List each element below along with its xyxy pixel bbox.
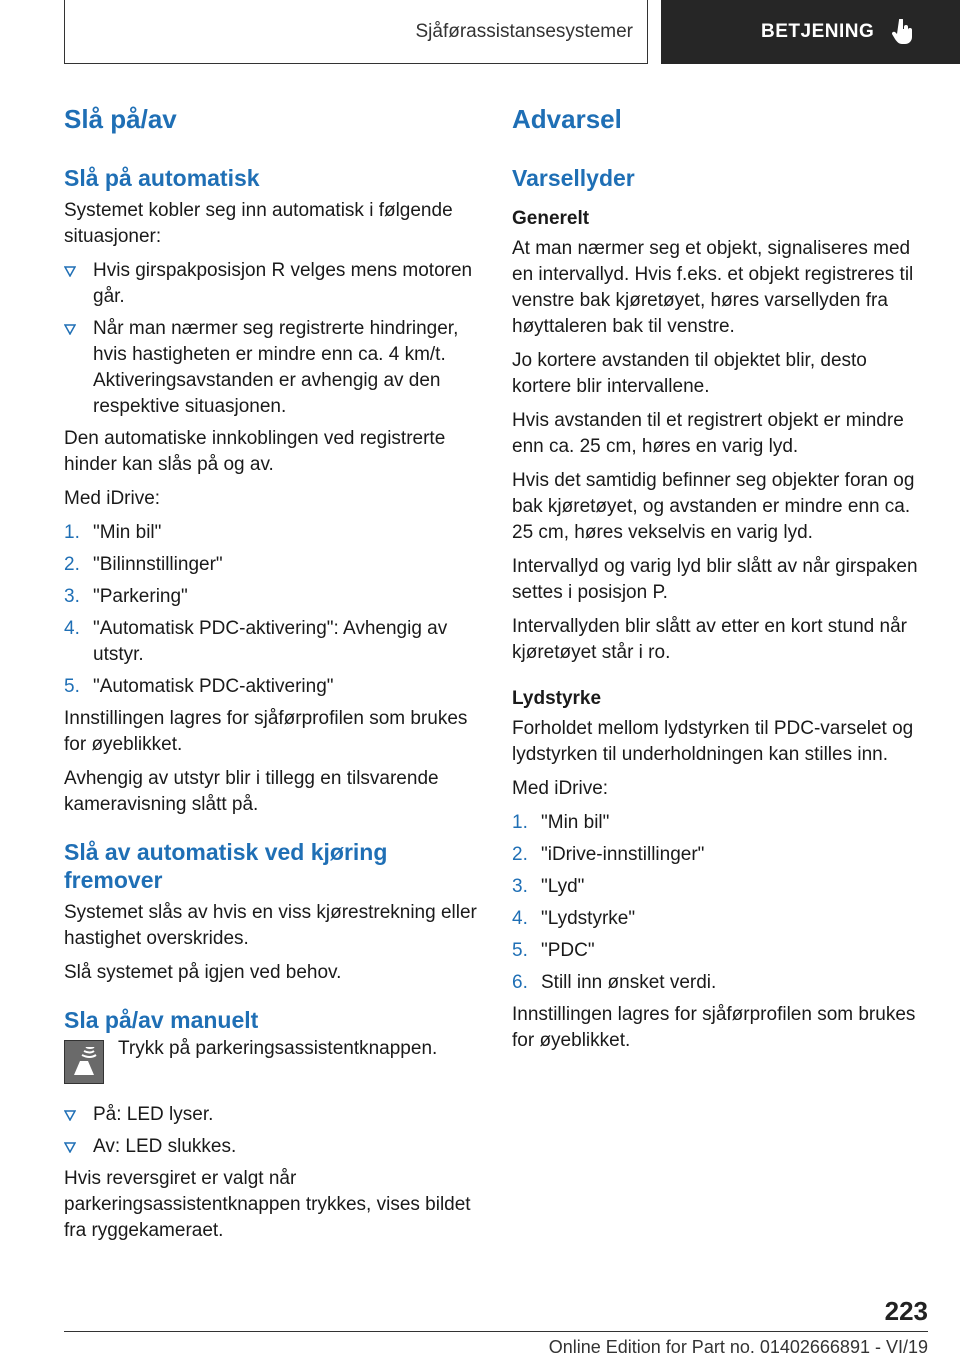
heading-auto-off: Slå av automatisk ved kjøring fremover [64,839,388,893]
heading-volume: Lydstyrke [512,688,602,709]
chapter-title: BETJENING [761,21,875,42]
list-item: 5. "PDC" [512,940,595,961]
list-item: 1. "Min bil" [512,812,610,833]
paragraph: Forholdet mellom lydstyrken til PDC-varselet og lydstyrken til underholdningen kan stilles inn. [512,718,914,765]
heading-general: Generelt [512,208,590,229]
list-item: 5. "Automatisk PDC-aktivering" [64,676,334,697]
list-item: 1. "Min bil" [64,522,162,543]
paragraph: Hvis avstanden til et registrert objekt er mindre enn ca. 25 cm, høres en varig lyd. [512,410,904,457]
paragraph: Intervallyden blir slått av etter en kort stund når kjøretøyet står i ro. [512,616,907,663]
paragraph: Trykk på parkeringsassistentknappen. [118,1038,438,1059]
paragraph: At man nærmer seg et objekt, signaliseres med en intervallyd. Hvis f.eks. et objekt registreres til venstre bak kjøretøyet, høres varsellyden fra høyttaleren bak til venstre. [512,238,914,337]
triangle-bullet-icon [64,1110,76,1121]
paragraph: Systemet kobler seg inn automatisk i følgende situasjoner: [64,200,453,247]
paragraph: Hvis det samtidig befinner seg objekter foran og bak kjøretøyet, og avstanden er mindre enn ca. 25 cm, høres vekselvis en varig lyd. [512,470,915,543]
list-item: 4. "Automatisk PDC-aktivering": Avhengig av utstyr. [64,618,448,665]
section-title: Sjåførassistansesystemer [415,20,633,42]
triangle-bullet-icon [64,266,76,277]
list-item: Av: LED slukkes. [64,1134,479,1160]
paragraph: Med iDrive: [512,778,609,799]
paragraph: Slå systemet på igjen ved behov. [64,962,342,983]
heading-warning-sounds: Varsellyder [512,165,635,191]
heading-auto-on: Slå på automatisk [64,165,260,191]
list-item: 3. "Parkering" [64,586,188,607]
paragraph: Avhengig av utstyr blir i tillegg en tilsvarende kameravisning slått på. [64,768,439,815]
step-list [512,810,922,996]
list-item: 2. "Bilinnstillinger" [64,554,223,575]
heading-manual: Sla på/av manuelt [64,1007,259,1033]
list-item: 6. Still inn ønsket verdi. [512,972,717,993]
heading-on-off: Slå på/av [64,104,177,134]
list-item: 4. "Lydstyrke" [512,908,636,929]
paragraph: Intervallyd og varig lyd blir slått av når girspaken settes i posisjon P. [512,556,918,603]
parking-assist-button-icon [64,1040,104,1084]
running-header-chapter [661,0,960,64]
list-item: 3. "Lyd" [512,876,585,897]
list-item: Når man nærmer seg registrerte hindringer, hvis hastigheten er mindre enn ca. 4 km/t. Aktiveringsavstanden er avhengig av den respektive situasjonen. [64,316,479,420]
paragraph: Innstillingen lagres for sjåførprofilen som brukes for øyeblikket. [64,708,468,755]
edition-text: Online Edition for Part no. 01402666891 - VI/19 [548,1337,928,1357]
paragraph: Jo kortere avstanden til objektet blir, desto kortere blir intervallene. [512,350,867,397]
heading-warning: Advarsel [512,104,622,134]
left-column [64,100,479,1252]
bullet-list [64,1102,479,1160]
triangle-bullet-icon [64,324,76,335]
list-item: Hvis girspakposisjon R velges mens motoren går. [64,258,479,310]
list-item: På: LED lyser. [64,1102,479,1128]
bullet-list [64,258,479,420]
paragraph: Hvis reversgiret er valgt når parkeringsassistentknappen trykkes, vises bildet fra ryggekameraet. [64,1168,471,1241]
paragraph: Systemet slås av hvis en viss kjørestrekning eller hastighet overskrides. [64,902,477,949]
step-list [64,520,479,700]
paragraph: Den automatiske innkoblingen ved registrerte hinder kan slås på og av. [64,428,446,475]
page-number: 223 [884,1296,928,1326]
footer-divider [64,1331,928,1332]
running-header-section [64,0,648,64]
paragraph: Med iDrive: [64,488,161,509]
paragraph: Innstillingen lagres for sjåførprofilen som brukes for øyeblikket. [512,1004,916,1051]
button-instruction [64,1040,479,1084]
list-item: 2. "iDrive-innstillinger" [512,844,705,865]
triangle-bullet-icon [64,1142,76,1153]
right-column [512,100,922,1062]
hand-pointer-icon [892,19,914,45]
